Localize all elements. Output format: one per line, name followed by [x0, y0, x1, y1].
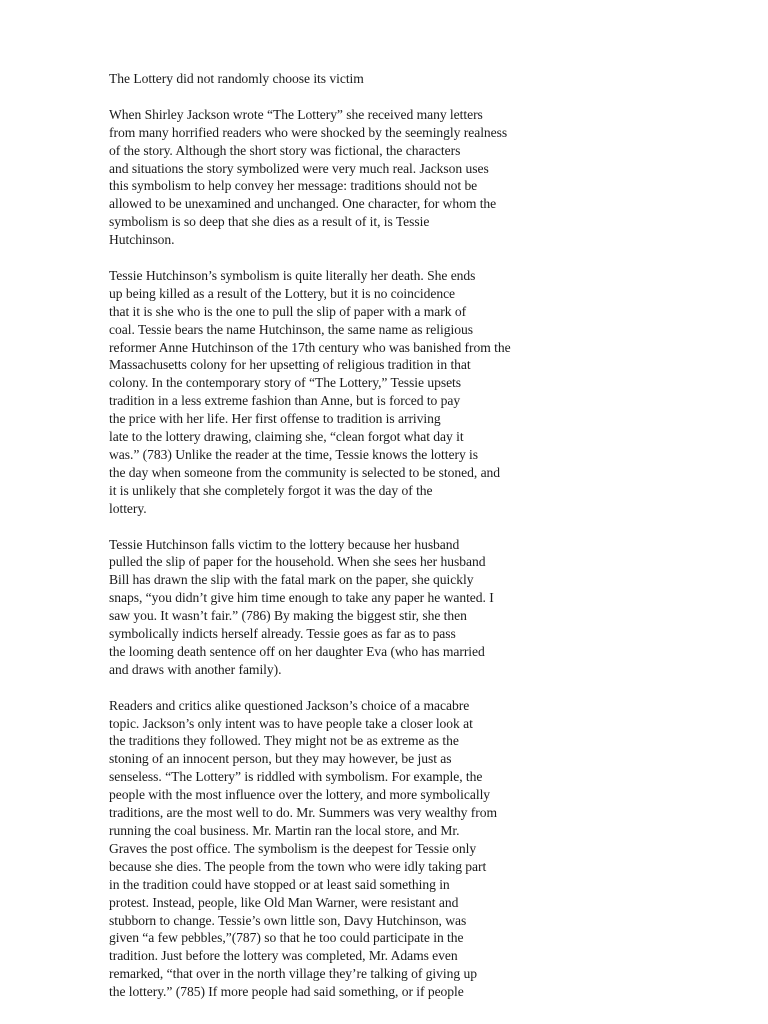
paragraph-container	[109, 106, 729, 1001]
text-line: given “a few pebbles,”(787) so that he too could participate in the	[109, 930, 464, 946]
text-line: colony. In the contemporary story of “The Lottery,” Tessie upsets	[109, 375, 462, 391]
text-line: people with the most influence over the lottery, and more symbolically	[109, 787, 491, 803]
paragraph	[109, 106, 729, 249]
text-line: in the tradition could have stopped or at least said something in	[109, 876, 450, 892]
paragraph	[109, 267, 729, 518]
text-line: symbolism is so deep that she dies as a result of it, is Tessie	[109, 214, 430, 230]
paragraph	[109, 697, 729, 1001]
text-line: lottery.	[109, 500, 147, 516]
text-line: topic. Jackson’s only intent was to have people take a closer look at	[109, 715, 473, 731]
text-line: was.” (783) Unlike the reader at the time, Tessie knows the lottery is	[109, 447, 479, 462]
text-line: because she dies. The people from the town who were idly taking part	[109, 858, 487, 874]
text-line: and situations the story symbolized were very much real. Jackson uses	[109, 160, 489, 176]
text-line: coal. Tessie bears the name Hutchinson, the same name as religious	[109, 321, 473, 337]
text-line: Graves the post office. The symbolism is the deepest for Tessie only	[109, 840, 477, 856]
text-line: remarked, “that over in the north village they’re talking of giving up	[109, 966, 477, 982]
text-line: snaps, “you didn’t give him time enough to take any paper he wanted. I	[109, 590, 494, 606]
text-line: traditions, are the most well to do. Mr. Summers was very wealthy from	[109, 805, 498, 821]
text-line: it is unlikely that she completely forgot it was the day of the	[109, 482, 433, 498]
text-line: of the story. Although the short story was fictional, the characters	[109, 142, 461, 158]
text-line: running the coal business. Mr. Martin ran the local store, and Mr.	[109, 823, 460, 838]
text-line: senseless. “The Lottery” is riddled with symbolism. For example, the	[109, 769, 483, 785]
text-line: protest. Instead, people, like Old Man Warner, were resistant and	[109, 894, 459, 910]
text-line: saw you. It wasn’t fair.” (786) By making the biggest stir, she then	[109, 608, 467, 624]
text-line: the lottery.” (785) If more people had said something, or if people	[109, 984, 464, 1000]
text-line: Readers and critics alike questioned Jackson’s choice of a macabre	[109, 697, 470, 713]
text-line: Hutchinson.	[109, 232, 175, 248]
text-line: the traditions they followed. They might not be as extreme as the	[109, 733, 459, 749]
text-line: reformer Anne Hutchinson of the 17th century who was banished from the	[109, 339, 511, 355]
text-line: Massachusetts colony for her upsetting of religious tradition in that	[109, 357, 471, 373]
text-line: stoning of an innocent person, but they may however, be just as	[109, 751, 452, 767]
text-line: the price with her life. Her first offense to tradition is arriving	[109, 411, 441, 427]
text-line: up being killed as a result of the Lottery, but it is no coincidence	[109, 285, 456, 301]
text-line: Bill has drawn the slip with the fatal mark on the paper, she quickly	[109, 572, 474, 588]
document-title: The Lottery did not randomly choose its victim	[109, 71, 364, 86]
text-line: pulled the slip of paper for the household. When she sees her husband	[109, 554, 486, 570]
document-body	[109, 70, 729, 1019]
text-line: from many horrified readers who were shocked by the seemingly realness	[109, 124, 508, 140]
text-line: the looming death sentence off on her daughter Eva (who has married	[109, 643, 485, 659]
text-line: stubborn to change. Tessie’s own little son, Davy Hutchinson, was	[109, 912, 467, 928]
text-line: tradition in a less extreme fashion than Anne, but is forced to pay	[109, 393, 461, 409]
text-line: the day when someone from the community is selected to be stoned, and	[109, 464, 501, 480]
text-line: symbolically indicts herself already. Tessie goes as far as to pass	[109, 626, 456, 642]
text-line: When Shirley Jackson wrote “The Lottery” she received many letters	[109, 106, 483, 122]
text-line: Tessie Hutchinson’s symbolism is quite literally her death. She ends	[109, 267, 476, 283]
text-line: and draws with another family).	[109, 661, 282, 677]
text-line: this symbolism to help convey her message: traditions should not be	[109, 178, 478, 194]
paragraph	[109, 536, 729, 679]
text-line: late to the lottery drawing, claiming she, “clean forgot what day it	[109, 429, 464, 445]
text-line: Tessie Hutchinson falls victim to the lottery because her husband	[109, 536, 460, 552]
text-line: tradition. Just before the lottery was completed, Mr. Adams even	[109, 948, 458, 964]
text-line: that it is she who is the one to pull the slip of paper with a mark of	[109, 303, 467, 319]
text-line: allowed to be unexamined and unchanged. One character, for whom the	[109, 196, 497, 212]
